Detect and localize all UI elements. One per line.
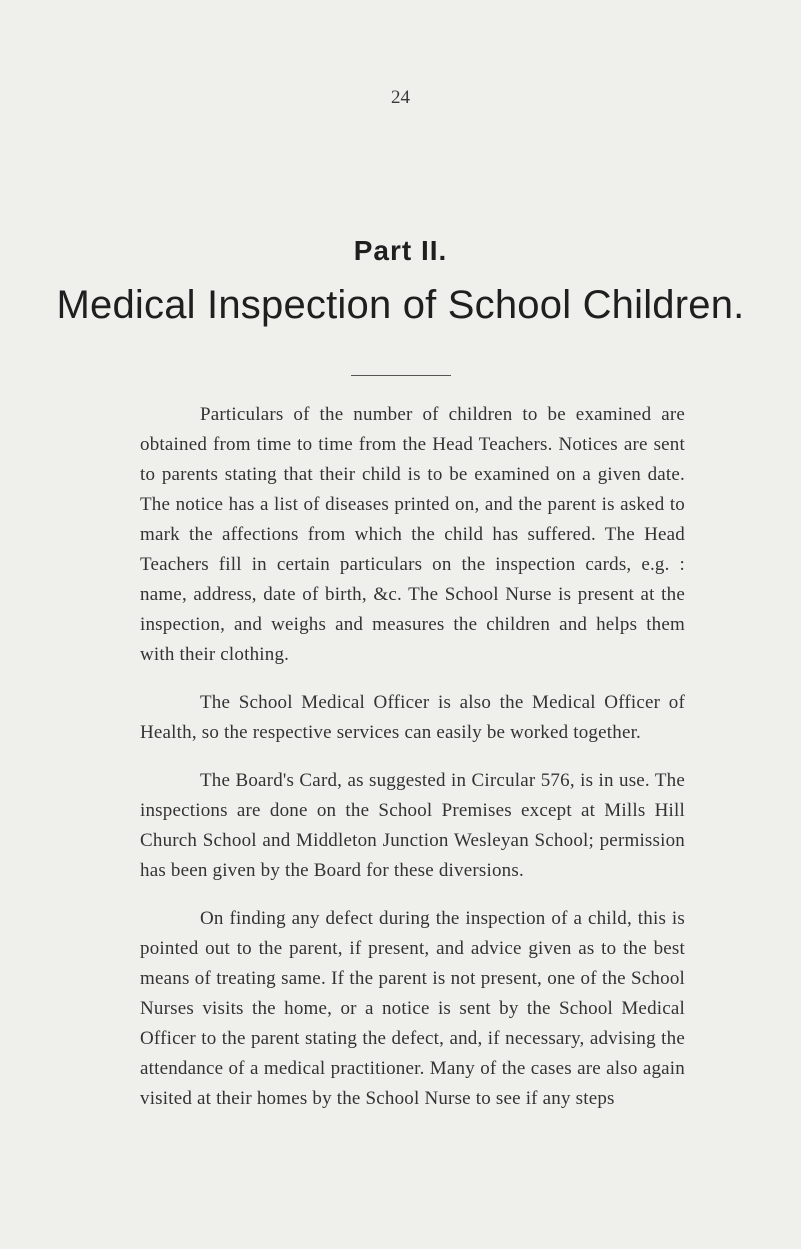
page-number: 24 — [391, 87, 410, 108]
page-title: Medical Inspection of School Children. — [56, 283, 745, 327]
part-heading: Part II. — [353, 235, 448, 266]
paragraph: On finding any defect during the inspection of a child, this is pointed out to the parent, if present, and advice given as to the best means of treating same. If the parent is not present, one of the School Nurses visits the home, or a notice is sent by the School Medical Officer to the parent stating the defect, and, if necessary, advising the attendance of a medical practitioner. Many of the cases are also again visited at their homes by the School Nurse to see if any steps — [140, 908, 685, 1109]
paragraph: Particulars of the number of children to be examined are obtained from time to time from the Head Teachers. Notices are sent to parents stating that their child is to be examined on a given date. The notice has a list of diseases printed on, and the parent is asked to mark the affections from which the child has suffered. The Head Teachers fill in certain particulars on the inspection cards, e.g. : name, address, date of birth, &c. The School Nurse is present at the inspection, and weighs and measures the children and helps them with their clothing. — [140, 404, 685, 665]
title-divider — [351, 375, 451, 376]
paragraph: The School Medical Officer is also the Medical Officer of Health, so the respective services can easily be worked together. — [140, 692, 685, 743]
body-text — [140, 400, 685, 1132]
paragraph: The Board's Card, as suggested in Circular 576, is in use. The inspections are done on the School Premises except at Mills Hill Church School and Middleton Junction Wesleyan School; permission has been given by the Board for these diversions. — [140, 770, 685, 881]
